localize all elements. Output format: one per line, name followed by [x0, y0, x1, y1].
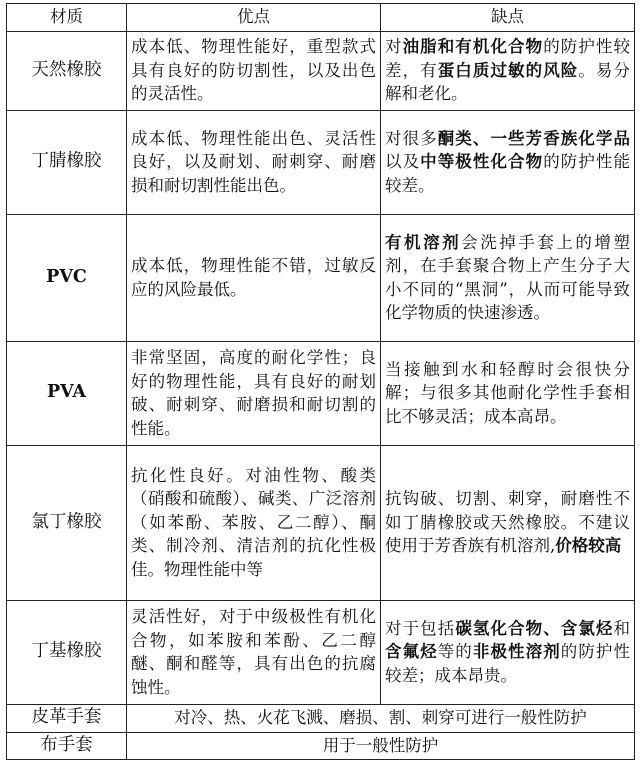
pros-cell: 成本低、物理性能好，重型款式具有良好的防切割性，以及出色的灵活性。 — [127, 32, 381, 111]
cons-cell — [381, 215, 635, 342]
cons-text: 以及 — [385, 152, 421, 172]
cons-text: 等的 — [437, 642, 473, 662]
table-row — [7, 32, 635, 111]
cons-text: 对于包括 — [385, 618, 456, 638]
material-cell: 丁腈橡胶 — [7, 111, 127, 215]
cons-text: 抗钩破、切割、刺穿，耐磨性不如丁腈橡胶或天然橡胶。不建议使用于芳香族有机溶剂, — [385, 489, 630, 556]
material-cell: 天然橡胶 — [7, 32, 127, 111]
cons-text: 对 — [385, 37, 403, 57]
table-row — [7, 342, 635, 446]
emphasis-text: 含氟烃 — [385, 642, 438, 662]
emphasis-text: 中等极性化合物 — [420, 152, 544, 172]
pros-cell: 非常坚固，高度的耐化学性；良好的物理性能，具有良好的耐划破、耐刺穿、耐磨损和耐切割的性能。 — [127, 342, 381, 446]
cons-text: 和 — [613, 618, 631, 638]
material-cell: PVA — [7, 342, 127, 446]
cons-cell — [381, 342, 635, 446]
pros-cell: 灵活性好，对于中级极性有机化合物，如苯胺和苯酚、乙二醇醚、酮和醛等，具有出色的抗腐蚀性。 — [127, 601, 381, 705]
emphasis-text: 碳氢化合物、含氯烃 — [455, 618, 614, 638]
pros-cell: 成本低、物理性能出色、灵活性良好，以及耐划、耐刺穿、耐磨损和耐切割性能出色。 — [127, 111, 381, 215]
header-row — [7, 4, 635, 32]
material-cell: 丁基橡胶 — [7, 601, 127, 705]
cons-text: 对很多 — [385, 128, 438, 148]
merged-description-cell: 用于一般性防护 — [127, 732, 635, 760]
table-row — [7, 601, 635, 705]
table-row — [7, 215, 635, 342]
cons-text: 的防护性较差；成本昂贵。 — [385, 642, 631, 685]
material-cell: PVC — [7, 215, 127, 342]
merged-description-cell: 对冷、热、火花飞溅、磨损、割、刺穿可进行一般性防护 — [127, 705, 635, 733]
emphasis-text: 价格较高 — [555, 536, 622, 556]
table-row — [7, 446, 635, 601]
emphasis-text: 油脂和有机化合物 — [402, 37, 544, 57]
emphasis-text: 蛋白质过敏的风险 — [437, 60, 579, 80]
cons-cell — [381, 32, 635, 111]
cons-text: 的防护性较差，有 — [385, 37, 631, 80]
cons-text: 的防护性能较差。 — [385, 152, 631, 195]
emphasis-text: 非极性溶剂 — [472, 642, 561, 662]
material-cell: 皮革手套 — [7, 705, 127, 733]
material-cell: 布手套 — [7, 732, 127, 760]
cons-cell — [381, 601, 635, 705]
cons-text: 会洗掉手套上的增塑剂，在手套聚合物上产生分子大小不同的“黑洞”，从而可能导致化学物质的快速渗透。 — [385, 232, 631, 322]
gloves-material-table — [6, 3, 635, 760]
pros-cell: 成本低，物理性能不错，过敏反应的风险最低。 — [127, 215, 381, 342]
emphasis-text: 酮类、一些芳香族化学品 — [437, 128, 631, 148]
pros-cell: 抗化性良好。对油性物、酸类（硝酸和硫酸）、碱类、广泛溶剂（如苯酚、苯胺、乙二醇）、酮类、制冷剂、清洁剂的抗化性极佳。物理性能中等 — [127, 446, 381, 601]
header-material: 材质 — [7, 4, 127, 32]
cons-text: 。易分解和老化。 — [385, 60, 631, 104]
cons-cell — [381, 111, 635, 215]
table-row — [7, 732, 635, 760]
header-cons: 缺点 — [381, 4, 635, 32]
cons-cell — [381, 446, 635, 601]
table-row — [7, 111, 635, 215]
material-cell: 氯丁橡胶 — [7, 446, 127, 601]
emphasis-text: 有机溶剂 — [385, 232, 462, 252]
header-pros: 优点 — [127, 4, 381, 32]
table-row — [7, 705, 635, 733]
cons-text: 当接触到水和轻醇时会很快分解；与很多其他耐化学性手套相比不够灵活；成本高昂。 — [385, 359, 630, 426]
